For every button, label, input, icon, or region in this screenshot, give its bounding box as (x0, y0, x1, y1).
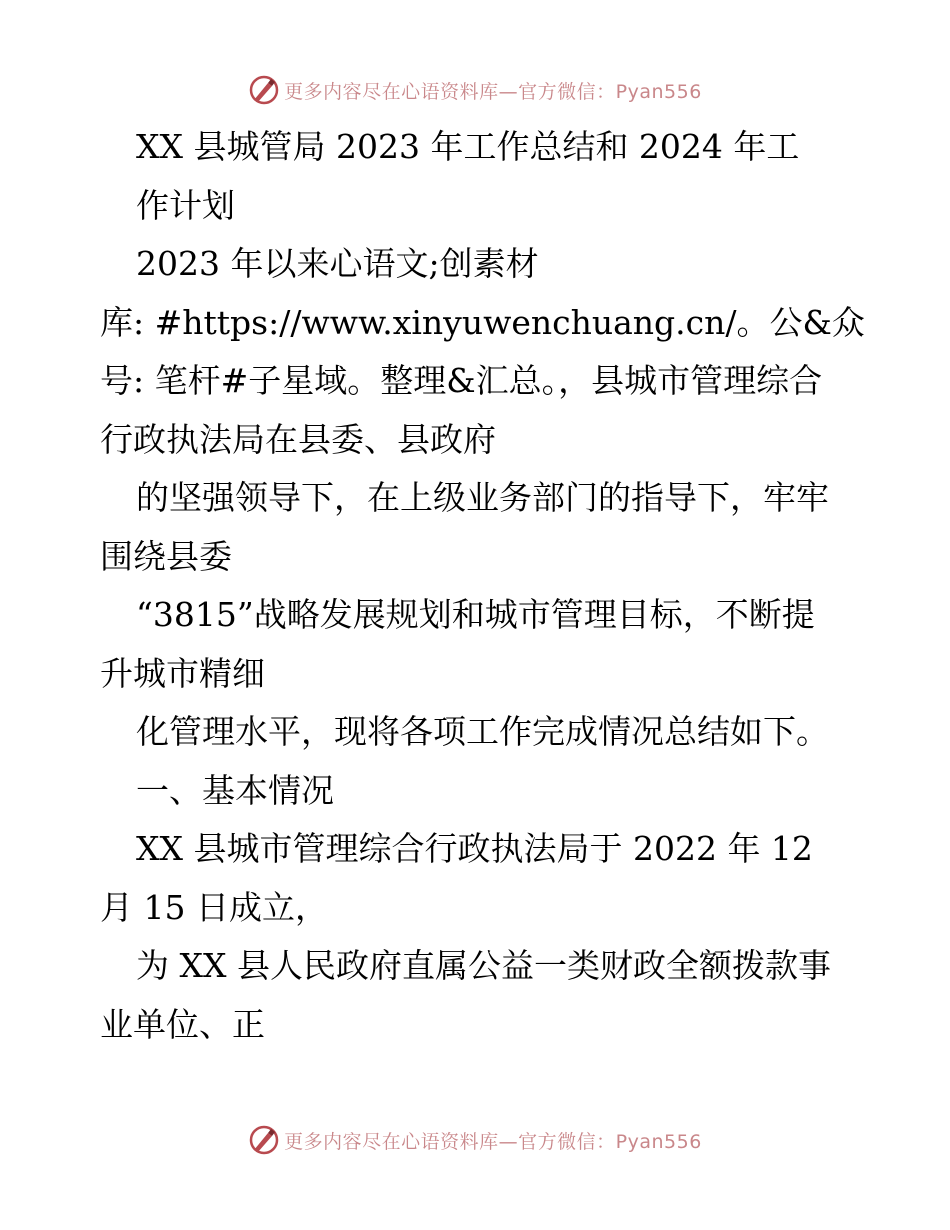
header-watermark-banner (0, 70, 950, 110)
title-line-2: 作计划 (136, 185, 235, 225)
paragraph-line: 为 XX 县人民政府直属公益一类财政全额拨款事 (136, 946, 831, 985)
watermark-text: 更多内容尽在心语资料库—官方微信：Pyan556 (284, 80, 702, 103)
pen-in-circle-icon (248, 1124, 280, 1156)
section-heading: 一、基本情况 (136, 770, 334, 810)
paragraph-line: 库: #https://www.xinyuwenchuang.cn/。公&众 (100, 302, 865, 342)
paragraph-line: XX 县城市管理综合行政执法局于 2022 年 12 (136, 829, 813, 868)
footer-watermark-banner (0, 1120, 950, 1160)
paragraph-line: 行政执法局在县委、县政府 (100, 419, 496, 459)
title-line-1: XX 县城管局 2023 年工作总结和 2024 年工 (136, 127, 800, 166)
paragraph-line: 化管理水平，现将各项工作完成情况总结如下。 (136, 712, 829, 751)
paragraph-line: 号: 笔杆#子星域。整理&汇总。，县城市管理综合 (100, 361, 823, 400)
paragraph-line: 升城市精细 (100, 653, 265, 693)
paragraph-line: 的坚强领导下，在上级业务部门的指导下，牢牢 (136, 478, 829, 517)
paragraph-line: 围绕县委 (100, 536, 232, 576)
watermark-text: 更多内容尽在心语资料库—官方微信：Pyan556 (284, 1130, 702, 1153)
pen-in-circle-icon (248, 74, 280, 106)
paragraph-line: “3815”战略发展规划和城市管理目标，不断提 (136, 595, 815, 634)
paragraph-line: 2023 年以来心语文;创素材 (136, 244, 539, 283)
paragraph-line: 月 15 日成立， (100, 887, 328, 927)
document-body (100, 118, 865, 1054)
paragraph-line: 业单位、正 (100, 1004, 265, 1044)
